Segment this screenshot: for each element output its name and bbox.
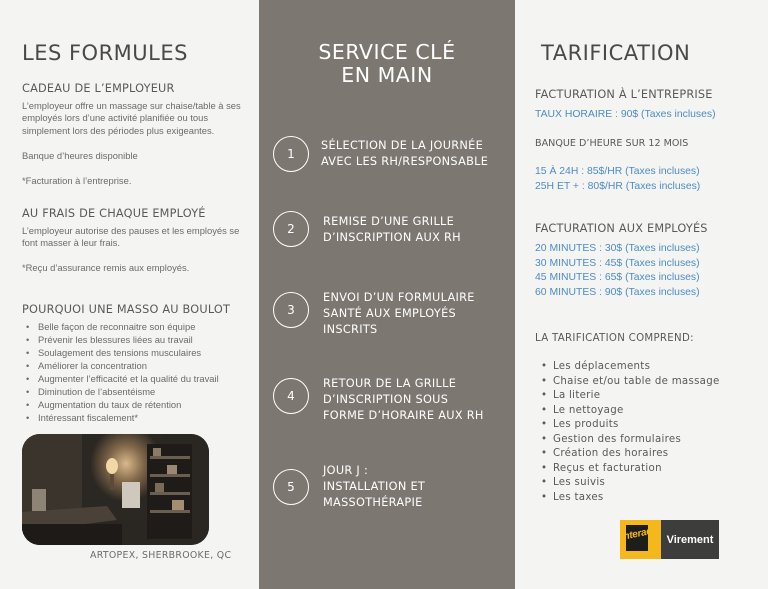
list-item: • Prévenir les blessures liées au travail	[26, 333, 219, 346]
massage-room-photo	[22, 434, 209, 545]
interac-logo	[620, 520, 661, 559]
step-line: D’INSCRIPTION SOUS	[323, 393, 449, 406]
interac-logo-text: Interac	[620, 525, 653, 544]
step-4-text	[323, 376, 484, 424]
banque-rate-1: 15 À 24H : 85$/HR (Taxes incluses)	[535, 166, 700, 177]
service-title-line1: SERVICE CLÉ	[318, 40, 456, 64]
cadeau-heading: CADEAU DE L’EMPLOYEUR	[22, 82, 175, 95]
banque-rate-2: 25H ET + : 80$/HR (Taxes incluses)	[535, 180, 701, 192]
step-5-text	[323, 463, 425, 511]
list-item: • Gestion des formulaires	[541, 433, 720, 448]
step-line: RETOUR DE LA GRILLE	[323, 377, 457, 390]
entreprise-heading: FACTURATION À L’ENTREPRISE	[535, 88, 713, 101]
step-number-badge: 5	[273, 469, 309, 505]
photo-caption: ARTOPEX, SHERBROOKE, QC	[90, 550, 232, 561]
list-item: • Création des horaires	[541, 447, 720, 462]
employe-rate: 20 MINUTES : 30$ (Taxes incluses)	[535, 243, 700, 254]
list-item: • Soulagement des tensions musculaires	[26, 346, 219, 359]
employe-rate: 60 MINUTES : 90$ (Taxes incluses)	[535, 286, 700, 298]
list-item: • Les produits	[541, 418, 720, 433]
step-line: INSCRITS	[323, 323, 378, 336]
employes-heading: FACTURATION AUX EMPLOYÉS	[535, 222, 708, 235]
formules-title: LES FORMULES	[22, 41, 188, 65]
list-item: • Les taxes	[541, 491, 720, 506]
step-3-text	[323, 290, 475, 338]
list-item: • Augmenter l’efficacité et la qualité du travail	[26, 372, 219, 385]
comprend-list	[541, 360, 720, 505]
step-line: SÉLECTION DE LA JOURNÉE	[321, 139, 484, 152]
list-item: • Belle façon de reconnaitre son équipe	[26, 320, 219, 333]
employe-rate: 30 MINUTES : 45$ (Taxes incluses)	[535, 257, 700, 269]
service-column	[259, 0, 515, 589]
tarification-title: TARIFICATION	[541, 41, 691, 65]
virement-label: Virement	[661, 520, 719, 559]
cadeau-banque: Banque d’heures disponible	[22, 150, 138, 161]
comprend-heading: LA TARIFICATION COMPREND:	[535, 333, 694, 344]
list-item: • Intéressant fiscalement*	[26, 411, 219, 424]
step-line: ENVOI D’UN FORMULAIRE	[323, 291, 475, 304]
cadeau-description: L’employeur offre un massage sur chaise/table à ses employés lors d’une activité planifiée ou tous simplement lors des périodes plus exigeantes.	[22, 100, 241, 136]
interac-virement-logo	[620, 520, 719, 559]
step-line: JOUR J :	[323, 464, 369, 477]
step-number-badge: 4	[273, 378, 309, 414]
frais-heading: AU FRAIS DE CHAQUE EMPLOYÉ	[22, 207, 206, 220]
step-line: D’INSCRIPTION AUX RH	[323, 231, 461, 244]
list-item: • Augmentation du taux de rétention	[26, 398, 219, 411]
step-line: INSTALLATION ET	[323, 480, 426, 493]
service-title	[259, 41, 515, 87]
formules-column	[0, 0, 259, 589]
list-item: • La literie	[541, 389, 720, 404]
list-item: • Chaise et/ou table de massage	[541, 375, 720, 390]
list-item: • Les suivis	[541, 476, 720, 491]
step-2-text	[323, 214, 461, 246]
step-line: SANTÉ AUX EMPLOYÉS	[323, 307, 456, 320]
tarification-column	[515, 0, 768, 589]
cadeau-note: *Facturation à l’entreprise.	[22, 175, 132, 186]
step-line: FORME D’HORAIRE AUX RH	[323, 409, 484, 422]
service-title-line2: EN MAIN	[341, 63, 433, 87]
step-number-badge: 2	[273, 211, 309, 247]
step-line: MASSOTHÉRAPIE	[323, 496, 423, 509]
step-line: AVEC LES RH/RESPONSABLE	[321, 155, 489, 168]
frais-note: *Reçu d’assurance remis aux employés.	[22, 262, 190, 273]
banque-heading: BANQUE D’HEURE SUR 12 MOIS	[535, 138, 689, 149]
step-number-badge: 1	[273, 136, 309, 172]
list-item: • Améliorer la concentration	[26, 359, 219, 372]
taux-horaire: TAUX HORAIRE : 90$ (Taxes incluses)	[535, 109, 716, 120]
list-item: • Les déplacements	[541, 360, 720, 375]
step-1-text	[321, 138, 488, 170]
employe-rate: 45 MINUTES : 65$ (Taxes incluses)	[535, 272, 700, 283]
pourquoi-list	[26, 320, 219, 424]
list-item: • Le nettoyage	[541, 404, 720, 419]
pourquoi-heading: POURQUOI UNE MASSO AU BOULOT	[22, 303, 231, 316]
list-item: • Diminution de l’absentéisme	[26, 385, 219, 398]
step-number-badge: 3	[273, 292, 309, 328]
list-item: • Reçus et facturation	[541, 462, 720, 477]
step-line: REMISE D’UNE GRILLE	[323, 215, 455, 228]
frais-description: L’employeur autorise des pauses et les employés se font masser à leur frais.	[22, 225, 240, 249]
